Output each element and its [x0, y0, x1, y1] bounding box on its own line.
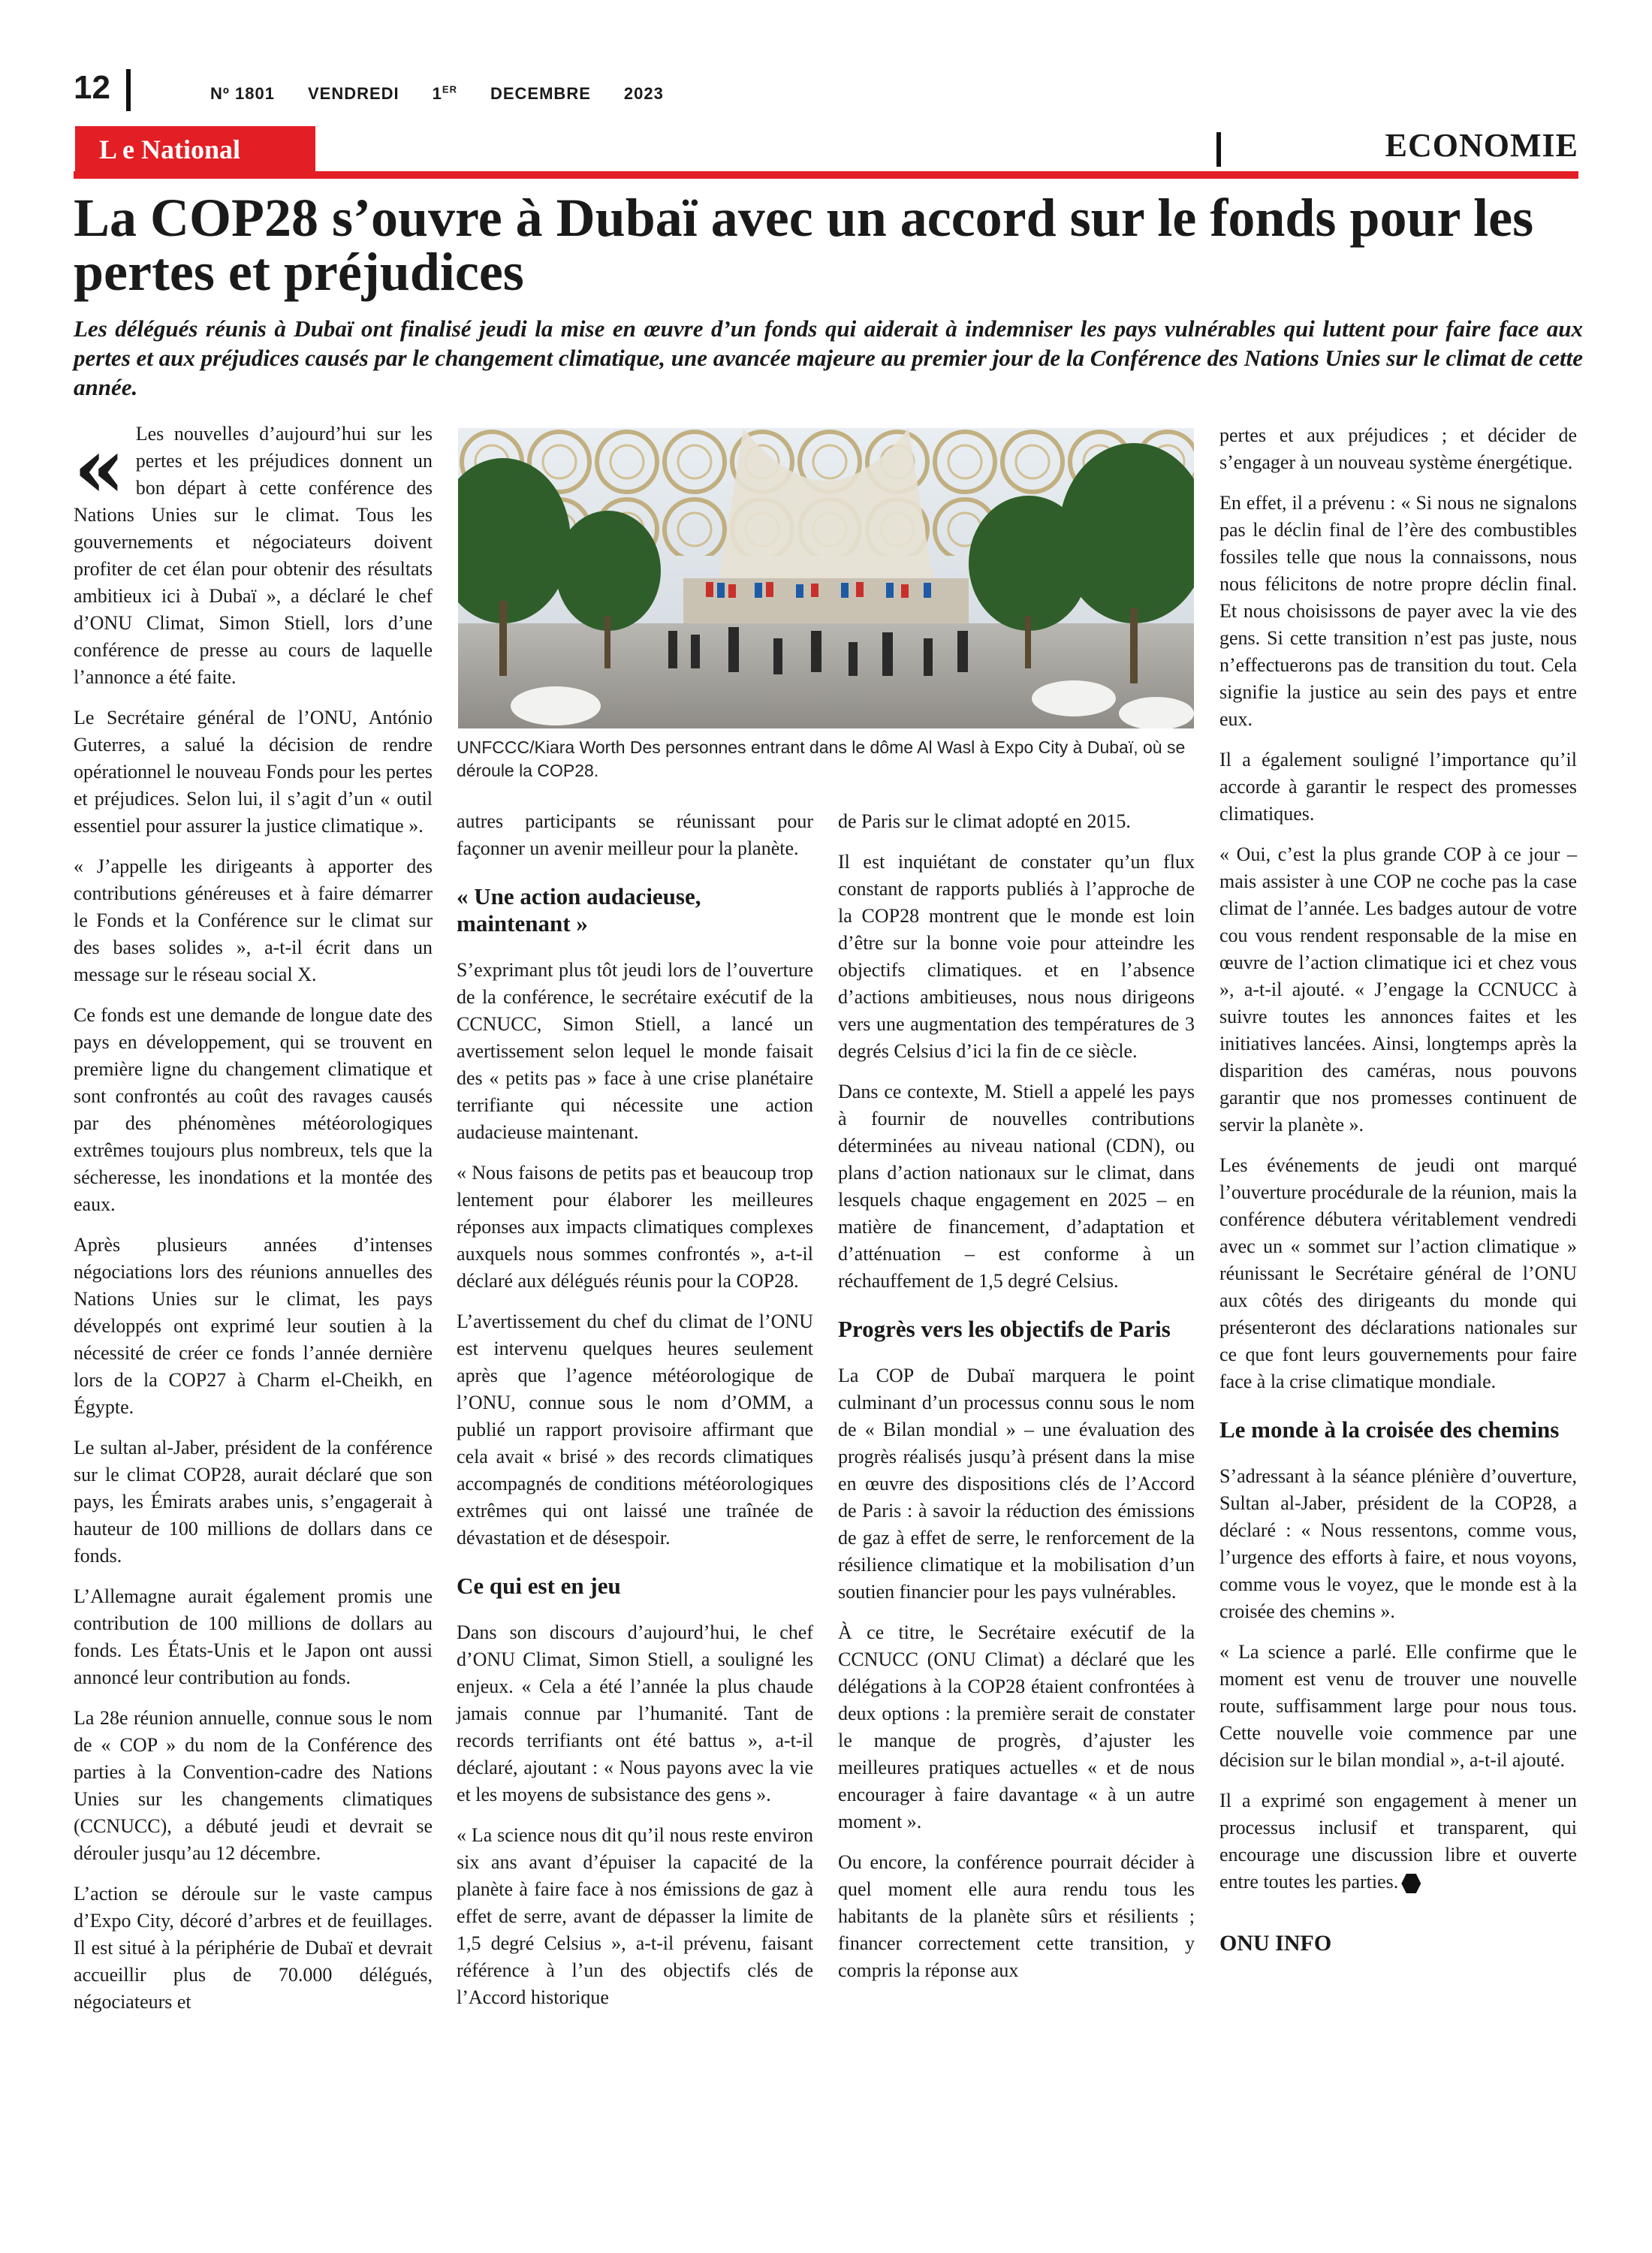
- col3-p6: Ou encore, la conférence pourrait décider à quel moment elle aura rendu tous les habitants de la planète sûrs et résilients ; financer correctement cette transition, y compris la réponse aux: [838, 1851, 1195, 1981]
- col3-p2: Il est inquiétant de constater qu’un flux constant de rapports publiés à l’approche de la COP28 montrent que le monde est loin d’être sur la bonne voie pour atteindre les objectifs climatiques. et en l’absence d’actions ambitieuses, nous nous dirigeons vers une augmentation des températures de 3 degrés Celsius d’ici la fin de ce siècle.: [838, 851, 1195, 1062]
- photo-caption: UNFCCC/Kiara Worth Des personnes entrant dans le dôme Al Wasl à Expo City à Dubaï, où se déroule la COP28.: [457, 737, 1186, 780]
- header-rule: [74, 171, 1578, 179]
- lede: Les délégués réunis à Dubaï ont finalisé jeudi la mise en œuvre d’un fonds qui aiderait à indemniser les pays vulnérables qui luttent pour faire face aux pertes et aux préjudices causés par le changement climatique, une avancée majeure au premier jour de la Conférence des Nations Unies sur le climat de cette année.: [74, 315, 1583, 400]
- col1-p2: Le Secrétaire général de l’ONU, António Guterres, a salué la décision de rendre opérationnel le nouveau Fonds pour les pertes et préjudices. Selon lui, il s’agit d’un « outil essentiel pour assurer la justice climatique ».: [74, 707, 433, 837]
- col1-p9: L’action se déroule sur le vaste campus d’Expo City, décoré d’arbres et de feuillages. Il est situé à la périphérie de Dubaï et devrait accueillir plus de 70.000 délégués, négociateurs et: [74, 1883, 433, 2013]
- col3-p5: À ce titre, le Secrétaire exécutif de la CCNUCC (ONU Climat) a déclaré que les délégations à la COP28 étaient confrontées à deux options : la première serait de constater le manque de progrès, d’ajuster les meilleures pratiques actuelles « et de nous encourager à faire davantage « à un autre moment ».: [838, 1621, 1195, 1832]
- col3-p3: Dans ce contexte, M. Stiell a appelé les pays à fournir de nouvelles contributions déterminées au niveau national (CDN), ou plans d’action nationaux sur le climat, dans lesquels chaque engagement en 2025 – en matière de financement, d’adaptation et d’atténuation – est conforme à un réchauffement de 1,5 degré Celsius.: [838, 1081, 1195, 1292]
- issue-line: [210, 84, 697, 104]
- article-photo: [458, 428, 1194, 728]
- subheading-croisee-chemins: Le monde à la croisée des chemins: [1219, 1416, 1560, 1443]
- dome-photo-illustration: [458, 428, 1194, 728]
- section-divider: [1216, 132, 1221, 167]
- column-4: [1219, 422, 1577, 1957]
- col1-p4: Ce fonds est une demande de longue date des pays en développement, qui se trouvent en première ligne du changement climatique et sont confrontés au coût des ravages causés par des phénomènes météorologiques extrêmes toujours plus nombreux, tels que la sécheresse, les inondations et la montée des eaux.: [74, 1004, 433, 1215]
- col2-p4: L’avertissement du chef du climat de l’ONU est intervenu quelques heures seulement après que l’agence météorologique de l’ONU, connue sous le nom d’OMM, a publié un rapport provisoire affirmant que cela avait « brisé » des records climatiques accompagnés de conditions météorologiques extrêmes qui ont laissé une traînée de dévastation et de désespoir.: [457, 1310, 813, 1549]
- col4-p5: Les événements de jeudi ont marqué l’ouverture procédurale de la réunion, mais la conférence débutera véritablement vendredi avec un « sommet sur l’action climatique » réunissant le Secrétaire général de l’ONU aux côtés des dirigeants du monde qui présenteront des déclarations nationales sur ce que font leurs gouvernements pour faire face à la crise climatique mondiale.: [1219, 1154, 1577, 1392]
- col1-p3: « J’appelle les dirigeants à apporter des contributions généreuses et à faire démarrer le Fonds et la Conférence sur le climat sur des bases solides », a-t-il écrit dans un message sur le réseau social X.: [74, 855, 433, 985]
- page-number-divider: [126, 69, 131, 111]
- col1-p1: « Les nouvelles d’aujourd’hui sur les pertes et les préjudices donnent un bon départ à cette conférence des Nations Unies sur le climat. Tous les gouvernements et négociateurs doivent profiter de cet élan pour obtenir des résultats ambitieux ici à Dubaï », a déclaré le chef d’ONU Climat, Simon Stiell, lors d’une conférence de presse au cours de laquelle l’annonce a été faite.: [74, 419, 433, 688]
- end-of-article-icon: [1401, 1874, 1421, 1893]
- col1-p8: La 28e réunion annuelle, connue sous le nom de « COP » du nom de la Conférence des parties à la Convention-cadre des Nations Unies sur les changements climatiques (CCNUCC), a débuté jeudi et devrait se dérouler jusqu’au 12 décembre.: [74, 1707, 433, 1864]
- col2-p1: autres participants se réunissant pour façonner un avenir meilleur pour la planète.: [457, 810, 813, 859]
- col4-p4: « Oui, c’est la plus grande COP à ce jour – mais assister à une COP ne coche pas la case climat de l’année. Les badges autour de votre cou vous rendent responsable de la mise en œuvre de l’action climatique ici et chez vous », a-t-il ajouté. « J’engage la CCNUCC à suivre toutes les annonces faites et les initiatives lancées. Ainsi, longtemps après la disparition des caméras, nous pouvons garantir que nos promesses continuent de servir la planète ».: [1219, 843, 1577, 1136]
- col2-p6: « La science nous dit qu’il nous reste environ six ans avant d’épuiser la capacité de la planète à faire face à nos émissions de gaz à effet de serre, avant de dépasser la limite de 1,5 degré Celsius », a-t-il prévenu, faisant référence à l’un des objectifs clés de l’Accord historique: [457, 1824, 813, 2008]
- col3-p4: La COP de Dubaï marquera le point culminant d’un processus connu sous le nom de « Bilan mondial » – une évaluation des progrès réalisés jusqu’à présent dans la mise en œuvre des dispositions clés de l’Accord de Paris : à savoir la réduction des émissions de gaz à effet de serre, le renforcement de la résilience climatique et la mobilisation d’un soutien financier pour les pays vulnérables.: [838, 1365, 1195, 1603]
- column-2: [457, 808, 813, 2025]
- section-name: ECONOMIE: [1385, 127, 1578, 164]
- issue-day: VENDREDI: [307, 84, 399, 104]
- col4-p2: En effet, il a prévenu : « Si nous ne signalons pas le déclin final de l’ère des combustibles fossiles telle que nous la connaissons, nous nous félicitons de notre propre déclin final. Et nous choisissons de payer avec la vie des gens. Si cette transition n’est pas juste, nous n’effectuerons pas de transition du tout. Cela signifie la justice au sein des pays et entre eux.: [1219, 492, 1577, 730]
- quote-mark: «: [74, 419, 125, 516]
- issue-year: 2023: [623, 84, 664, 104]
- col4-p6: S’adressant à la séance plénière d’ouverture, Sultan al-Jaber, président de la COP28, a déclaré : « Nous ressentons, comme vous, l’urgence des efforts à faire, et nous voyons, comme vous le voyez, que le monde est à la croisée des chemins ».: [1219, 1465, 1577, 1622]
- headline: La COP28 s’ouvre à Dubaï avec un accord sur le fonds pour les pertes et préjudices: [74, 188, 1534, 302]
- issue-date: 1ER: [432, 84, 457, 104]
- column-1: [74, 421, 433, 2029]
- col4-p7: « La science a parlé. Elle confirme que le moment est venu de trouver une nouvelle route, suffisamment large pour nous tous. Cette nouvelle voie commence par une décision sur le bilan mondial », a-t-il ajouté.: [1219, 1641, 1577, 1771]
- subheading-action-audacieuse: « Une action audacieuse, maintenant »: [457, 883, 701, 936]
- byline: ONU INFO: [1219, 1931, 1332, 1956]
- col2-p2: S’exprimant plus tôt jeudi lors de l’ouverture de la conférence, le secrétaire exécutif de la CCNUCC, Simon Stiell, a lancé un avertissement selon lequel le monde faisait des « petits pas » face à une crise planétaire terrifiante qui nécessite une action audacieuse maintenant.: [457, 959, 813, 1143]
- col4-p1: pertes et aux préjudices ; et décider de s’engager à un nouveau système énergétique.: [1219, 424, 1577, 473]
- issue-number: Nº 1801: [210, 84, 275, 104]
- subheading-enjeu: Ce qui est en jeu: [457, 1573, 621, 1599]
- paper-name: L e National: [99, 134, 241, 164]
- col2-p3: « Nous faisons de petits pas et beaucoup trop lentement pour élaborer les meilleures réponses aux impacts climatiques complexes auxquels nous sommes confrontés », a-t-il déclaré aux délégués réunis pour la COP28.: [457, 1162, 813, 1292]
- issue-month: DECEMBRE: [490, 84, 591, 104]
- column-3: [838, 808, 1195, 1998]
- col4-p8: Il a exprimé son engagement à mener un processus inclusif et transparent, qui encourage une discussion libre et ouverte entre toutes les parties.: [1219, 1790, 1577, 1893]
- col1-p7: L’Allemagne aurait également promis une contribution de 100 millions de dollars au fonds. Les États-Unis et le Japon ont aussi annoncé leur contribution au fonds.: [74, 1585, 433, 1688]
- subheading-progres: Progrès vers les objectifs de Paris: [838, 1316, 1171, 1342]
- col4-p3: Il a également souligné l’importance qu’il accorde à garantir le respect des promesses climatiques.: [1219, 749, 1577, 825]
- col2-p5: Dans son discours d’aujourd’hui, le chef d’ONU Climat, Simon Stiell, a souligné les enjeux. « Cela a été l’année la plus chaude jamais connue par l’humanité. Tant de records terrifiants ont été battus », a-t-il déclaré, ajoutant : « Nous payons avec la vie et les moyens de subsistance des gens ».: [457, 1621, 813, 1805]
- col1-p5: Après plusieurs années d’intenses négociations lors des réunions annuelles des Nations Unies sur le climat, les pays développés ont exprimé leur soutien à la nécessité de créer ce fonds l’année dernière lors de la COP27 à Charm el-Cheikh, en Égypte.: [74, 1234, 433, 1418]
- col1-p6: Le sultan al-Jaber, président de la conférence sur le climat COP28, aurait déclaré que son pays, les Émirats arabes unis, s’engagerait à hauteur de 100 millions de dollars dans ce fonds.: [74, 1437, 433, 1567]
- col3-p1: de Paris sur le climat adopté en 2015.: [838, 810, 1131, 832]
- page-number: 12: [74, 69, 110, 106]
